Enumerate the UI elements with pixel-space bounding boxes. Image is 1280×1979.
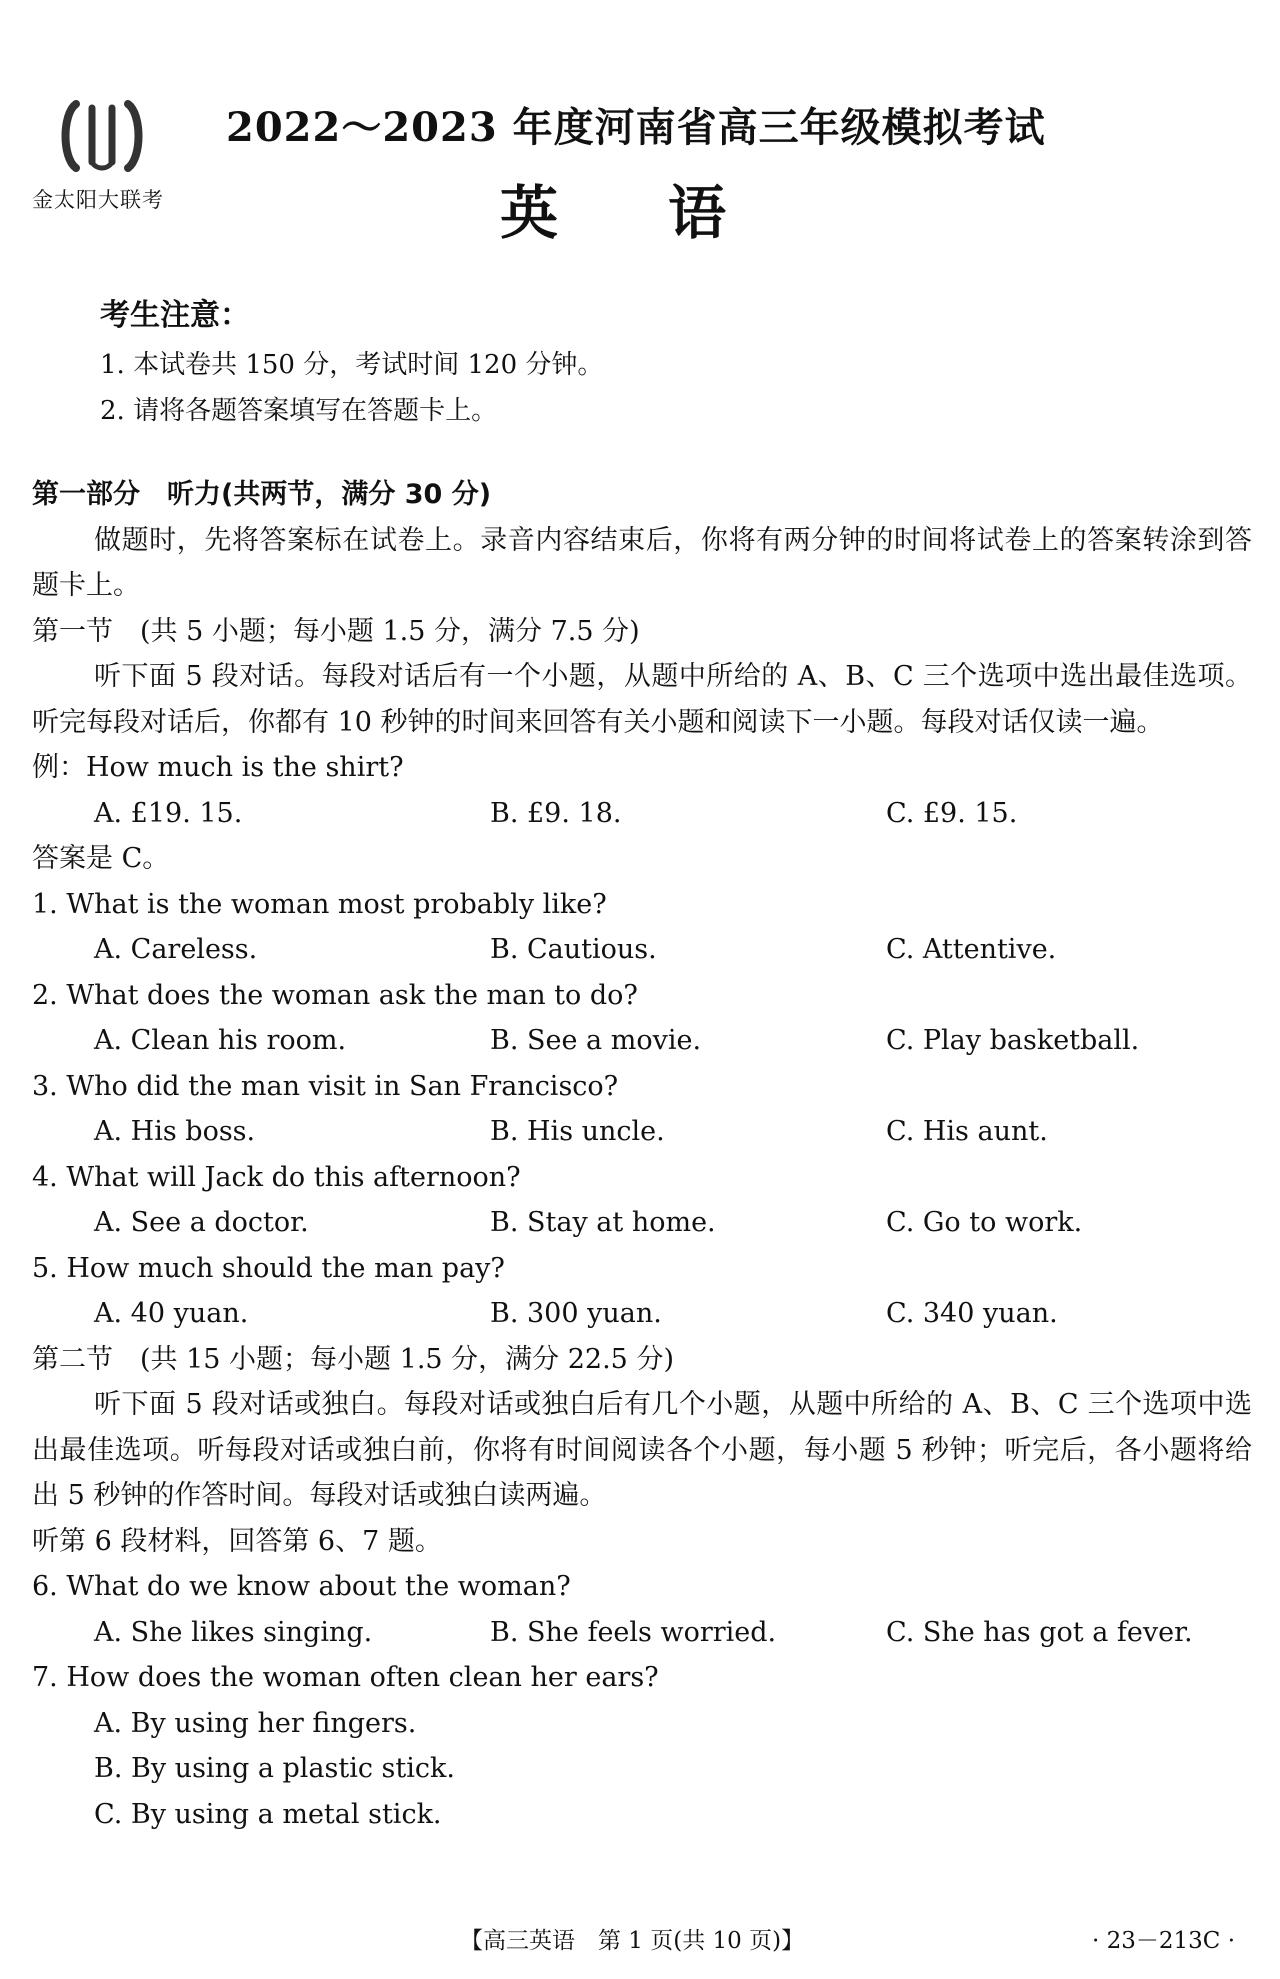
option-c: C. £9. 15. — [886, 797, 1018, 829]
example-question: 例：How much is the shirt? — [32, 752, 404, 783]
option-b: B. Cautious. — [490, 934, 657, 965]
material-note: 听第 6 段材料，回答第 6、7 题。 — [32, 1525, 442, 1557]
question-6: 6. What do we know about the woman? — [32, 1571, 571, 1602]
page-footer-code: · 23－213C · — [1092, 1928, 1236, 1954]
section2-heading: 第二节 (共 15 小题；每小题 1.5 分，满分 22.5 分) — [32, 1343, 674, 1375]
option-a: A. His boss. — [94, 1116, 256, 1147]
option-c: C. His aunt. — [886, 1116, 1048, 1147]
question-2: 2. What does the woman ask the man to do? — [32, 979, 638, 1011]
exam-title: 2022～2023 年度河南省高三年级模拟考试 — [226, 104, 1046, 151]
option-b: B. She feels worried. — [490, 1616, 777, 1648]
notice-heading: 考生注意： — [100, 298, 250, 333]
question-2-options — [32, 1018, 1252, 1064]
option-a: A. See a doctor. — [94, 1207, 309, 1238]
option-a: A. £19. 15. — [94, 797, 243, 829]
option-c: C. She has got a fever. — [886, 1616, 1193, 1648]
question-4: 4. What will Jack do this afternoon? — [32, 1161, 521, 1193]
question-1: 1. What is the woman most probably like? — [32, 888, 607, 920]
option-c: C. Play basketball. — [886, 1025, 1140, 1056]
option-b: B. Stay at home. — [490, 1207, 716, 1238]
option-b: B. £9. 18. — [490, 797, 622, 829]
section1-heading: 第一节 (共 5 小题；每小题 1.5 分，满分 7.5 分) — [32, 615, 640, 647]
question-3-options — [32, 1109, 1252, 1155]
question-3: 3. Who did the man visit in San Francisco? — [32, 1070, 619, 1102]
option-c: C. 340 yuan. — [886, 1298, 1058, 1329]
question-5-options — [32, 1291, 1252, 1337]
subject-title: 英语 — [500, 179, 837, 247]
part1-heading: 第一部分 听力(共两节，满分 30 分) — [32, 479, 492, 510]
question-4-options — [32, 1200, 1252, 1246]
option-a: A. 40 yuan. — [94, 1298, 249, 1329]
option-a: A. By using her fingers. — [94, 1707, 417, 1739]
option-a: A. Careless. — [94, 934, 258, 965]
example-answer: 答案是 C。 — [32, 843, 170, 874]
section2-instructions: 听下面 5 段对话或独白。每段对话或独白后有几个小题，从题中所给的 A、B、C 三个选项中选出最佳选项。听每段对话或独白前，你将有时间阅读各个小题，每小题 5 秒钟；听完后，各小题将给出 5 秒钟的作答时间。每段对话或独白读两遍。 — [32, 1389, 1252, 1511]
notice-item: 2. 请将各题答案填写在答题卡上。 — [100, 396, 498, 426]
exam-body — [32, 472, 1252, 1837]
option-c: C. By using a metal stick. — [94, 1798, 442, 1830]
question-1-options — [32, 927, 1252, 973]
option-b: B. See a movie. — [490, 1025, 702, 1056]
option-b: B. 300 yuan. — [490, 1298, 662, 1329]
option-b: B. By using a plastic stick. — [94, 1753, 455, 1784]
notice-item: 1. 本试卷共 150 分，考试时间 120 分钟。 — [100, 350, 604, 380]
logo-mark-icon — [56, 96, 148, 176]
option-a: A. Clean his room. — [94, 1025, 347, 1056]
logo — [28, 96, 178, 216]
part1-intro: 做题时，先将答案标在试卷上。录音内容结束后，你将有两分钟的时间将试卷上的答案转涂到答题卡上。 — [32, 524, 1252, 601]
page-footer-label: 【高三英语 第 1 页(共 10 页)】 — [460, 1928, 805, 1954]
option-c: C. Go to work. — [886, 1207, 1083, 1238]
option-c: C. Attentive. — [886, 934, 1057, 965]
section1-instructions: 听下面 5 段对话。每段对话后有一个小题，从题中所给的 A、B、C 三个选项中选出最佳选项。听完每段对话后，你都有 10 秒钟的时间来回答有关小题和阅读下一小题。每段对话仅读一遍。 — [32, 661, 1252, 738]
option-a: A. She likes singing. — [94, 1616, 373, 1648]
question-5: 5. How much should the man pay? — [32, 1252, 505, 1284]
option-b: B. His uncle. — [490, 1116, 665, 1147]
example-options — [32, 791, 1252, 837]
logo-text: 金太阳大联考 — [32, 188, 164, 212]
question-7: 7. How does the woman often clean her ears? — [32, 1662, 659, 1693]
question-6-options — [32, 1610, 1252, 1656]
